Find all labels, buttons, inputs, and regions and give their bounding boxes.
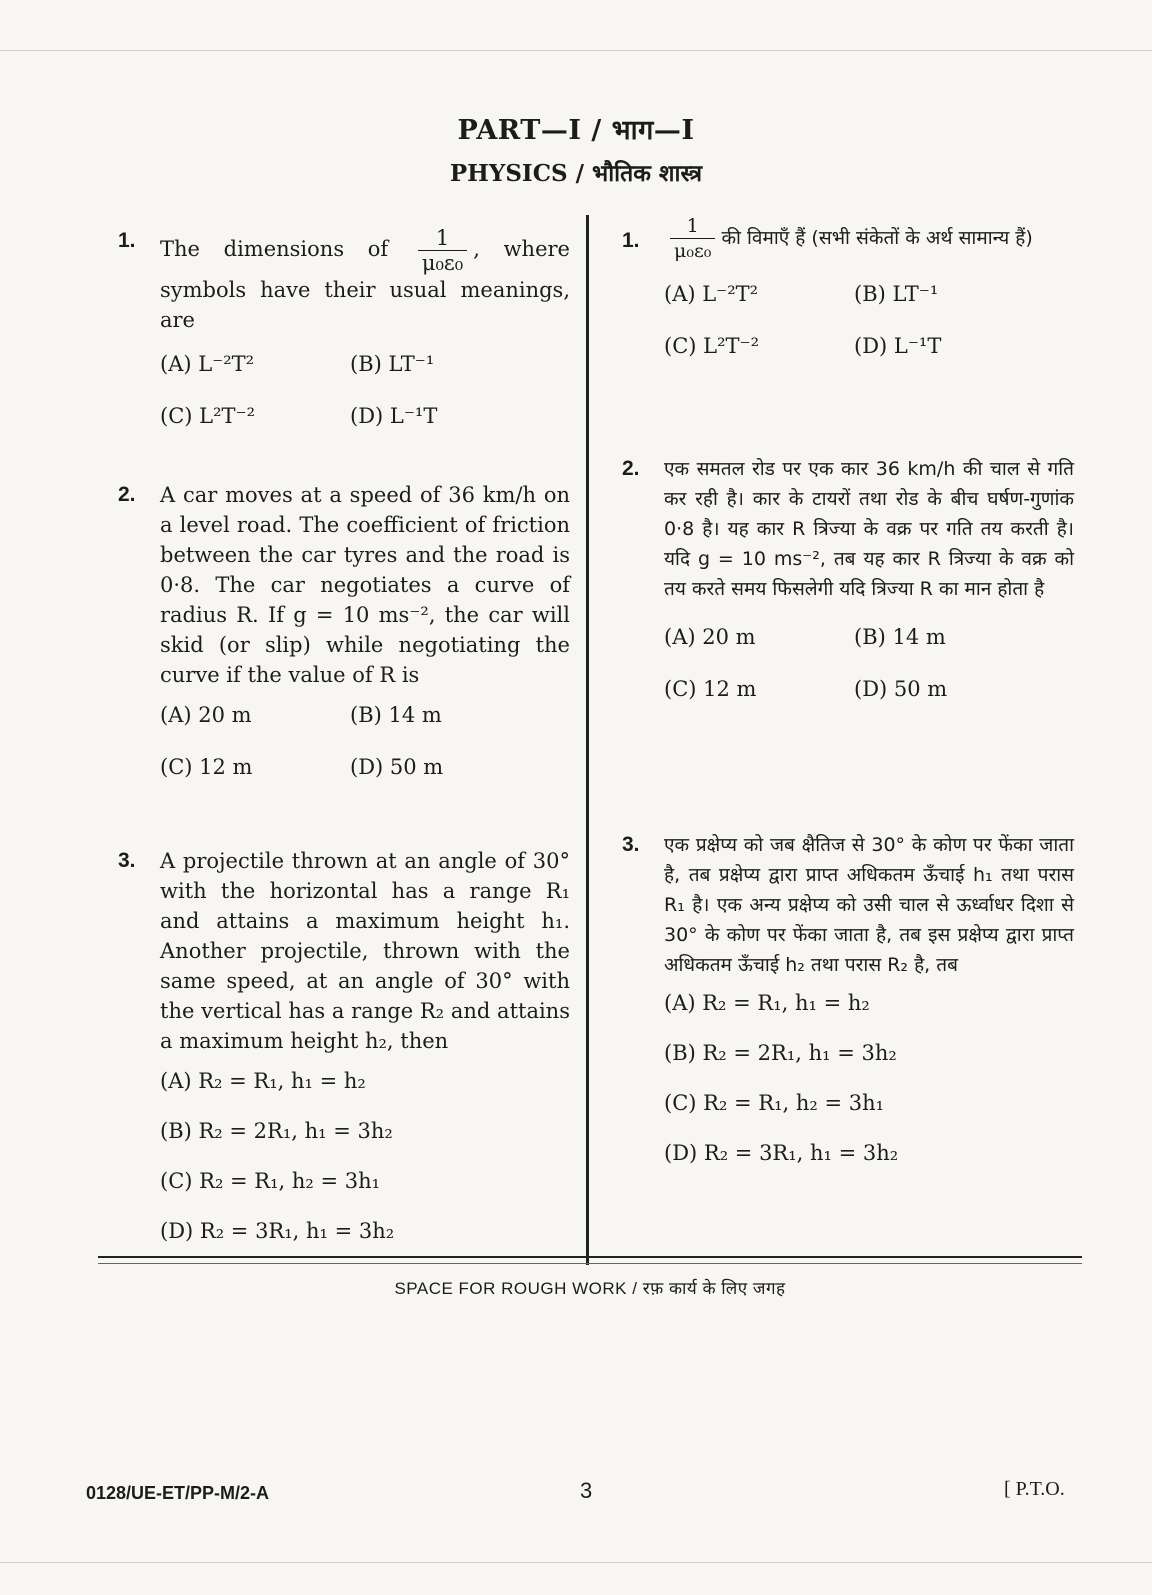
fraction-denominator: μ₀ε₀	[674, 240, 712, 262]
question-number: 1.	[622, 229, 640, 252]
option-b[interactable]: (B) 14 m	[854, 625, 946, 649]
question-1-hi	[622, 214, 1074, 361]
option-b[interactable]: (B) R₂ = 2R₁, h₁ = 3h₂	[160, 1119, 393, 1143]
option-d[interactable]: (D) R₂ = 3R₁, h₁ = 3h₂	[664, 1141, 899, 1165]
options	[664, 622, 1074, 704]
fraction-numerator: 1	[418, 226, 467, 251]
option-a[interactable]: (A) L⁻²T²	[160, 352, 255, 376]
option-c[interactable]: (C) L²T⁻²	[160, 404, 256, 428]
question-text	[664, 214, 1074, 263]
option-c[interactable]: (C) 12 m	[160, 755, 253, 779]
fraction-numerator: 1	[670, 214, 715, 239]
question-number: 1.	[118, 229, 136, 252]
option-d[interactable]: (D) R₂ = 3R₁, h₁ = 3h₂	[160, 1219, 395, 1243]
question-2-hi	[622, 454, 1074, 704]
question-1-en	[118, 226, 570, 431]
question-text-post: , where symbols have their usual meanings, are	[160, 237, 570, 332]
pto-label: [ P.T.O.	[1004, 1478, 1065, 1500]
question-2-en	[118, 480, 570, 782]
footer-rule	[98, 1256, 1082, 1258]
question-text: A projectile thrown at an angle of 30° with the horizontal has a range R₁ and attains a maximum height h₁. Another projectile, thrown with the same speed, at an angle of 30° with the vertical has a range R₂ and attains a maximum height h₂, then	[160, 849, 570, 1053]
question-3-en	[118, 846, 570, 1246]
options	[160, 1066, 570, 1246]
question-number: 2.	[118, 483, 136, 506]
fraction-denominator: μ₀ε₀	[421, 251, 464, 275]
question-text-post: की विमाएँ हैं (सभी संकेतों के अर्थ सामान्य हैं)	[721, 227, 1033, 249]
options	[160, 700, 570, 782]
option-c[interactable]: (C) R₂ = R₁, h₂ = 3h₁	[160, 1169, 381, 1193]
option-a[interactable]: (A) R₂ = R₁, h₁ = h₂	[160, 1069, 366, 1093]
column-divider	[586, 215, 589, 1265]
question-text: A car moves at a speed of 36 km/h on a level road. The coefficient of friction between the car tyres and the road is 0·8. The car negotiates a curve of radius R. If g = 10 ms⁻², the car will skid (or slip) while negotiating the curve if the value of R is	[160, 483, 570, 687]
option-c[interactable]: (C) L²T⁻²	[664, 334, 760, 358]
question-3-hi	[622, 830, 1074, 1168]
option-b[interactable]: (B) LT⁻¹	[854, 282, 939, 306]
question-text: एक समतल रोड पर एक कार 36 km/h की चाल से गति कर रही है। कार के टायरों तथा रोड के बीच घर्षण-गुणांक 0·8 है। यह कार R त्रिज्या के वक्र पर गति तय करती है। यदि g = 10 ms⁻², तब यह कार R त्रिज्या के वक्र को तय करते समय फिसलेगी यदि त्रिज्या R का मान होता है	[664, 458, 1074, 600]
question-number: 2.	[622, 457, 640, 480]
option-d[interactable]: (D) L⁻¹T	[854, 334, 942, 358]
fraction	[418, 226, 467, 275]
option-b[interactable]: (B) R₂ = 2R₁, h₁ = 3h₂	[664, 1041, 897, 1065]
question-text-pre: The dimensions of	[160, 237, 389, 261]
option-a[interactable]: (A) R₂ = R₁, h₁ = h₂	[664, 991, 870, 1015]
question-text	[160, 226, 570, 335]
subject-heading: PHYSICS / भौतिक शास्त्र	[449, 160, 703, 187]
part-heading: PART—I / भाग—I	[457, 115, 695, 146]
page-number: 3	[580, 1478, 593, 1503]
options	[664, 279, 1074, 361]
option-a[interactable]: (A) 20 m	[664, 625, 756, 649]
option-c[interactable]: (C) R₂ = R₁, h₂ = 3h₁	[664, 1091, 885, 1115]
option-a[interactable]: (A) 20 m	[160, 703, 252, 727]
option-c[interactable]: (C) 12 m	[664, 677, 757, 701]
option-a[interactable]: (A) L⁻²T²	[664, 282, 759, 306]
options	[664, 988, 1074, 1168]
question-number: 3.	[622, 833, 640, 856]
question-number: 3.	[118, 849, 136, 872]
options	[160, 349, 570, 431]
question-text: एक प्रक्षेप्य को जब क्षैतिज से 30° के कोण पर फेंका जाता है, तब प्रक्षेप्य द्वारा प्राप्त अधिकतम ऊँचाई h₁ तथा परास R₁ है। एक अन्य प्रक्षेप्य को उसी चाल से ऊर्ध्वाधर दिशा से 30° के कोण पर फेंका जाता है, तब इस प्रक्षेप्य द्वारा प्राप्त अधिकतम ऊँचाई h₂ तथा परास R₂ है, तब	[664, 834, 1074, 976]
fraction	[670, 214, 715, 263]
option-d[interactable]: (D) 50 m	[350, 755, 444, 779]
option-b[interactable]: (B) 14 m	[350, 703, 442, 727]
bottom-rule	[0, 1562, 1152, 1563]
paper-code: 0128/UE-ET/PP-M/2-A	[86, 1483, 270, 1503]
option-b[interactable]: (B) LT⁻¹	[350, 352, 435, 376]
footer-rule-thin	[98, 1263, 1082, 1264]
option-d[interactable]: (D) L⁻¹T	[350, 404, 438, 428]
rough-work-label: SPACE FOR ROUGH WORK / रफ़ कार्य के लिए जगह	[394, 1279, 786, 1298]
option-d[interactable]: (D) 50 m	[854, 677, 948, 701]
top-rule	[0, 50, 1152, 51]
